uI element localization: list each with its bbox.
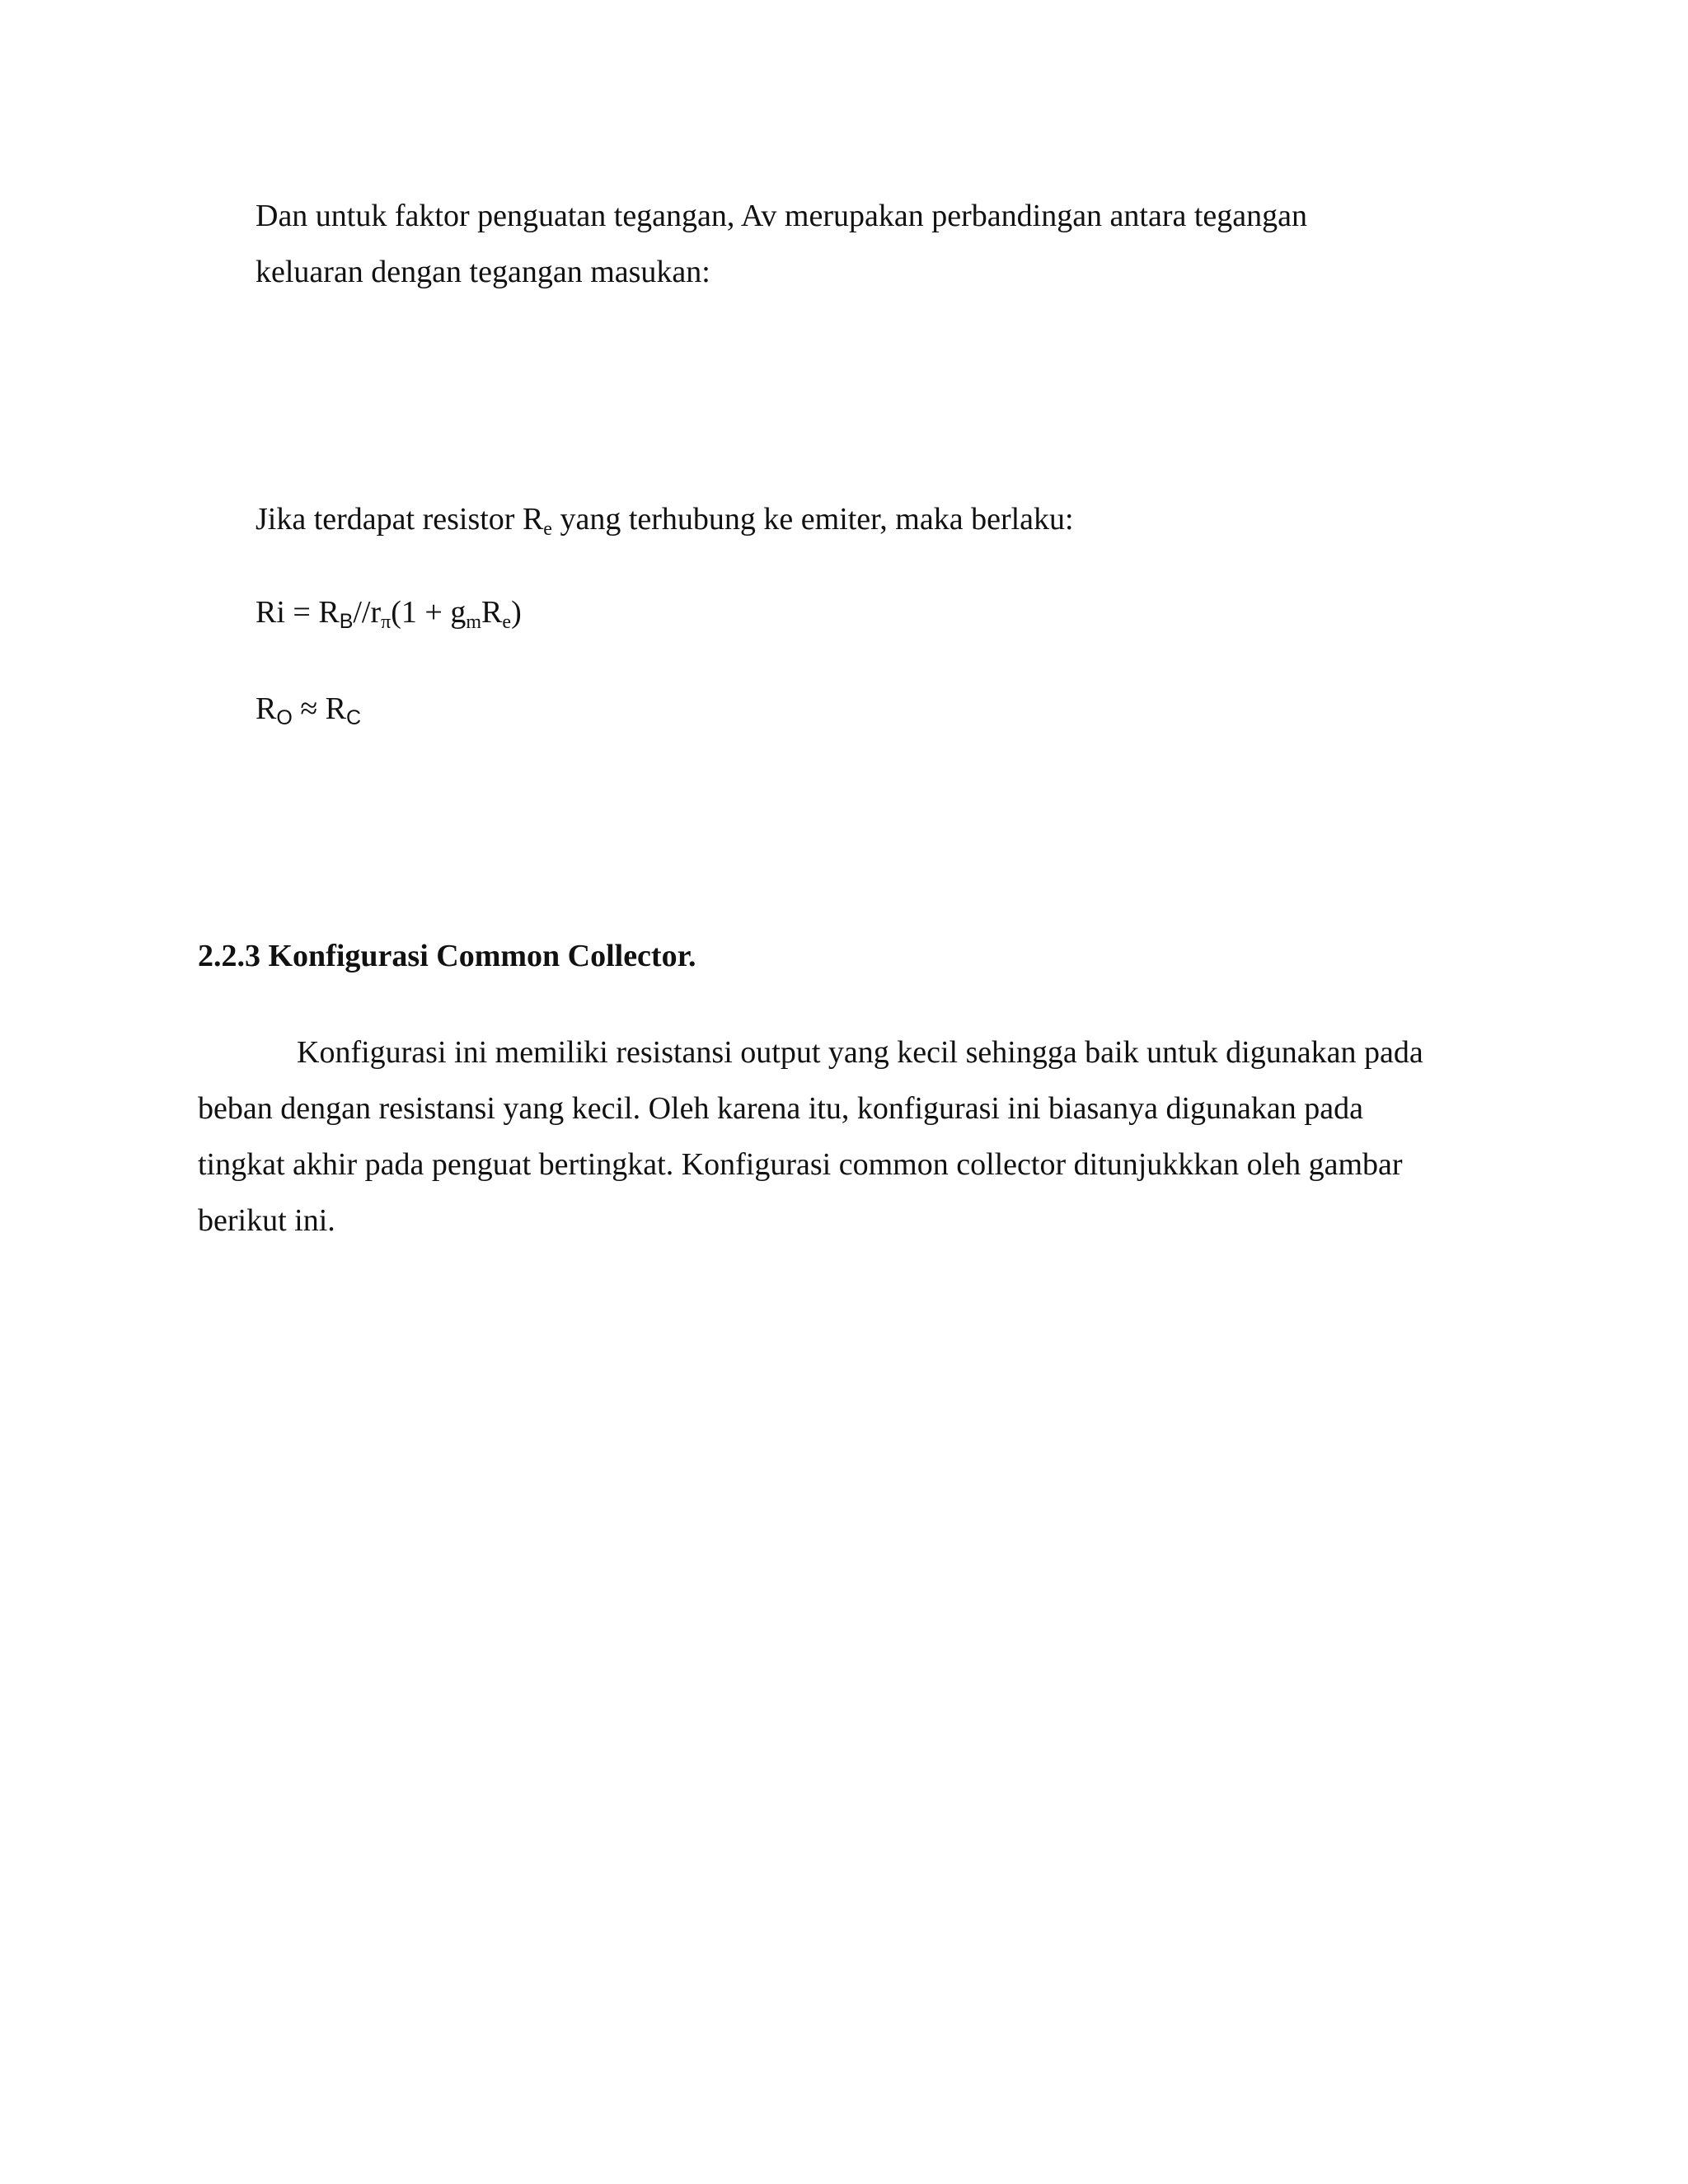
formula-ri: [256, 584, 522, 640]
formula-ri-lhs: Ri = R: [256, 595, 340, 630]
formula-ro-r: R: [256, 691, 277, 726]
formula-ri-r: R: [481, 595, 503, 630]
formula-ri-open: (1 + g: [391, 595, 467, 630]
formula-ri-mid: //r: [353, 595, 382, 630]
formula-ri-sub-b: B: [339, 610, 354, 633]
paragraph-line-2: beban dengan resistansi yang kecil. Oleh karena itu, konfigurasi ini biasanya digunakan pada: [198, 1091, 1363, 1126]
intro-line-2: keluaran dengan tegangan masukan:: [256, 255, 710, 289]
resistor-sentence: [256, 491, 1074, 547]
section-paragraph: [198, 1024, 1484, 1249]
paragraph-line-4: berikut ini.: [198, 1203, 335, 1238]
formula-ro-sub-c: C: [346, 706, 362, 729]
formula-ri-close: ): [511, 595, 522, 630]
formula-ri-sub-e: e: [502, 612, 512, 633]
formula-ri-sub-pi: π: [381, 612, 392, 633]
formula-ro-sub-o: O: [276, 706, 293, 729]
formula-ro-approx: ≈ R: [292, 691, 347, 726]
paragraph-line-3: tingkat akhir pada penguat bertingkat. Konfigurasi common collector ditunjukkkan oleh gambar: [198, 1147, 1403, 1182]
resistor-subscript: e: [543, 518, 552, 540]
formula-ri-sub-m: m: [466, 612, 482, 633]
resistor-sentence-start: Jika terdapat resistor R: [256, 502, 544, 537]
formula-ro: [256, 681, 361, 737]
section-heading: 2.2.3 Konfigurasi Common Collector.: [198, 939, 696, 973]
intro-line-1: Dan untuk faktor penguatan tegangan, Av merupakan perbandingan antara tegangan: [256, 199, 1308, 233]
resistor-sentence-end: yang terhubung ke emiter, maka berlaku:: [551, 502, 1074, 537]
paragraph-line-1: Konfigurasi ini memiliki resistansi output yang kecil sehingga baik untuk digunakan pada: [297, 1035, 1423, 1070]
